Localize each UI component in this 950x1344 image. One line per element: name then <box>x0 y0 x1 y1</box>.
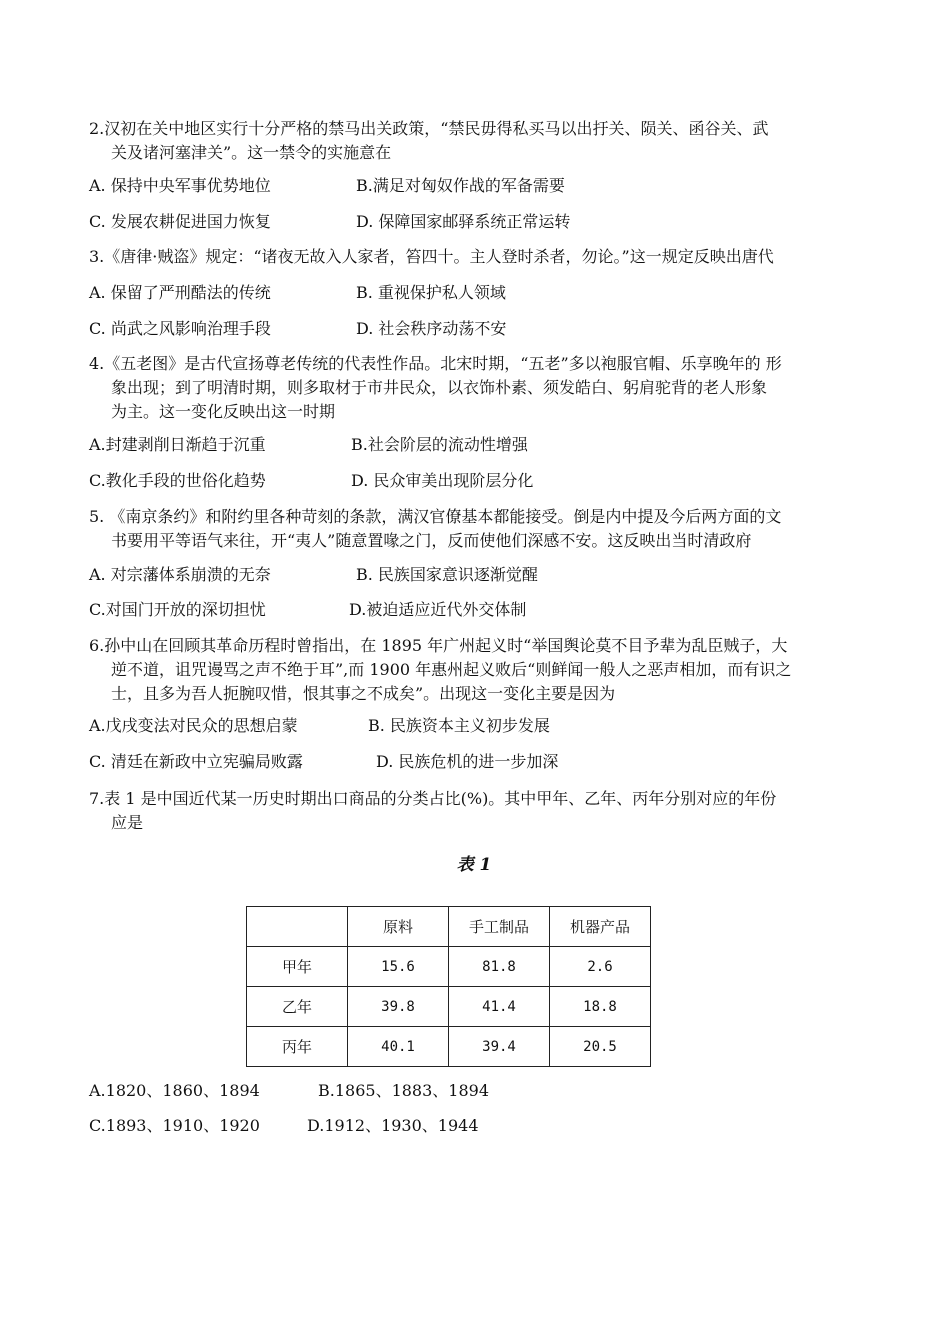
stem-line: 7.表 1 是中国近代某一历史时期出口商品的分类占比(%)。其中甲年、乙年、丙年分别对应的年份 <box>89 789 777 808</box>
question-2-stem <box>89 117 859 165</box>
option-d[interactable]: D. 社会秩序动荡不安 <box>356 319 507 338</box>
table-cell: 81.8 <box>449 947 550 987</box>
stem-line: 象出现；到了明清时期，则多取材于市井民众，以衣饰朴素、须发皓白、躬肩驼背的老人形象 <box>111 378 768 397</box>
header-cell: 机器产品 <box>550 907 651 947</box>
table-cell: 15.6 <box>348 947 449 987</box>
stem-line: 应是 <box>111 813 144 832</box>
table-row <box>247 987 651 1027</box>
table-row <box>247 947 651 987</box>
option-c[interactable]: C.1893、1910、1920 <box>89 1116 260 1135</box>
table-cell: 18.8 <box>550 987 651 1027</box>
table-cell: 41.4 <box>449 987 550 1027</box>
option-b[interactable]: B. 民族资本主义初步发展 <box>368 716 550 735</box>
stem-line: 3.《唐律·贼盗》规定：“诸夜无故入人家者，笞四十。主人登时杀者，勿论。”这一规定反映出唐代 <box>89 247 774 266</box>
option-a[interactable]: A.封建剥削日渐趋于沉重 <box>89 435 266 454</box>
option-d[interactable]: D. 保障国家邮驿系统正常运转 <box>356 212 571 231</box>
table-cell: 20.5 <box>550 1027 651 1067</box>
table-row <box>247 1027 651 1067</box>
export-table <box>246 906 651 1067</box>
row-label: 丙年 <box>247 1027 348 1067</box>
option-a[interactable]: A. 保持中央军事优势地位 <box>89 176 271 195</box>
option-b[interactable]: B.满足对匈奴作战的军备需要 <box>356 176 565 195</box>
question-7-stem <box>89 787 859 835</box>
option-c[interactable]: C.对国门开放的深切担忧 <box>89 600 266 619</box>
table-cell: 2.6 <box>550 947 651 987</box>
stem-line: 4.《五老图》是古代宣扬尊老传统的代表性作品。北宋时期，“五老”多以袍服官帽、乐享晚年的 形 <box>89 354 782 373</box>
question-5-stem <box>89 505 859 553</box>
option-b[interactable]: B. 重视保护私人领域 <box>356 283 506 302</box>
header-cell: 原料 <box>348 907 449 947</box>
option-a[interactable]: A. 保留了严刑酷法的传统 <box>89 283 271 302</box>
question-6-stem <box>89 634 859 706</box>
header-cell <box>247 907 348 947</box>
option-d[interactable]: D. 民族危机的进一步加深 <box>376 752 559 771</box>
option-d[interactable]: D.1912、1930、1944 <box>307 1116 479 1135</box>
option-c[interactable]: C. 尚武之风影响治理手段 <box>89 319 271 338</box>
row-label: 乙年 <box>247 987 348 1027</box>
option-c[interactable]: C. 清廷在新政中立宪骗局败露 <box>89 752 303 771</box>
table-caption: 表 1 <box>456 855 492 875</box>
stem-line: 2.汉初在关中地区实行十分严格的禁马出关政策，“禁民毋得私买马以出扜关、陨关、函谷关、武 <box>89 119 769 138</box>
option-b[interactable]: B.1865、1883、1894 <box>318 1081 490 1100</box>
table-cell: 39.8 <box>348 987 449 1027</box>
option-b[interactable]: B.社会阶层的流动性增强 <box>351 435 528 454</box>
option-c[interactable]: C.教化手段的世俗化趋势 <box>89 471 266 490</box>
table-cell: 40.1 <box>348 1027 449 1067</box>
table-cell: 39.4 <box>449 1027 550 1067</box>
option-b[interactable]: B. 民族国家意识逐渐觉醒 <box>356 565 538 584</box>
option-a[interactable]: A.戊戌变法对民众的思想启蒙 <box>89 716 298 735</box>
stem-line: 为主。这一变化反映出这一时期 <box>111 402 336 421</box>
stem-line: 5. 《南京条约》和附约里各种苛刻的条款，满汉官僚基本都能接受。倒是内中提及今后两方面的文 <box>89 507 782 526</box>
question-4-stem <box>89 352 859 424</box>
stem-line: 6.孙中山在回顾其革命历程时曾指出，在 1895 年广州起义时“举国舆论莫不目予辈为乱臣贼子，大 <box>89 636 788 655</box>
option-a[interactable]: A.1820、1860、1894 <box>89 1081 260 1100</box>
stem-line: 关及诸河塞津关”。这一禁令的实施意在 <box>111 143 392 162</box>
stem-line: 士，且多为吾人扼腕叹惜，恨其事之不成矣”。出现这一变化主要是因为 <box>111 684 616 703</box>
header-cell: 手工制品 <box>449 907 550 947</box>
row-label: 甲年 <box>247 947 348 987</box>
table-header-row <box>247 907 651 947</box>
option-a[interactable]: A. 对宗藩体系崩溃的无奈 <box>89 565 271 584</box>
option-c[interactable]: C. 发展农耕促进国力恢复 <box>89 212 271 231</box>
option-d[interactable]: D. 民众审美出现阶层分化 <box>351 471 534 490</box>
stem-line: 书要用平等语气来往，开“夷人”随意置喙之门，反而使他们深感不安。这反映出当时清政府 <box>111 531 752 550</box>
question-3-stem <box>89 245 859 269</box>
option-d[interactable]: D.被迫适应近代外交体制 <box>349 600 527 619</box>
stem-line: 逆不道，诅咒谩骂之声不绝于耳”,而 1900 年惠州起义败后“则鲜闻一般人之恶声相加，而有识之 <box>111 660 792 679</box>
